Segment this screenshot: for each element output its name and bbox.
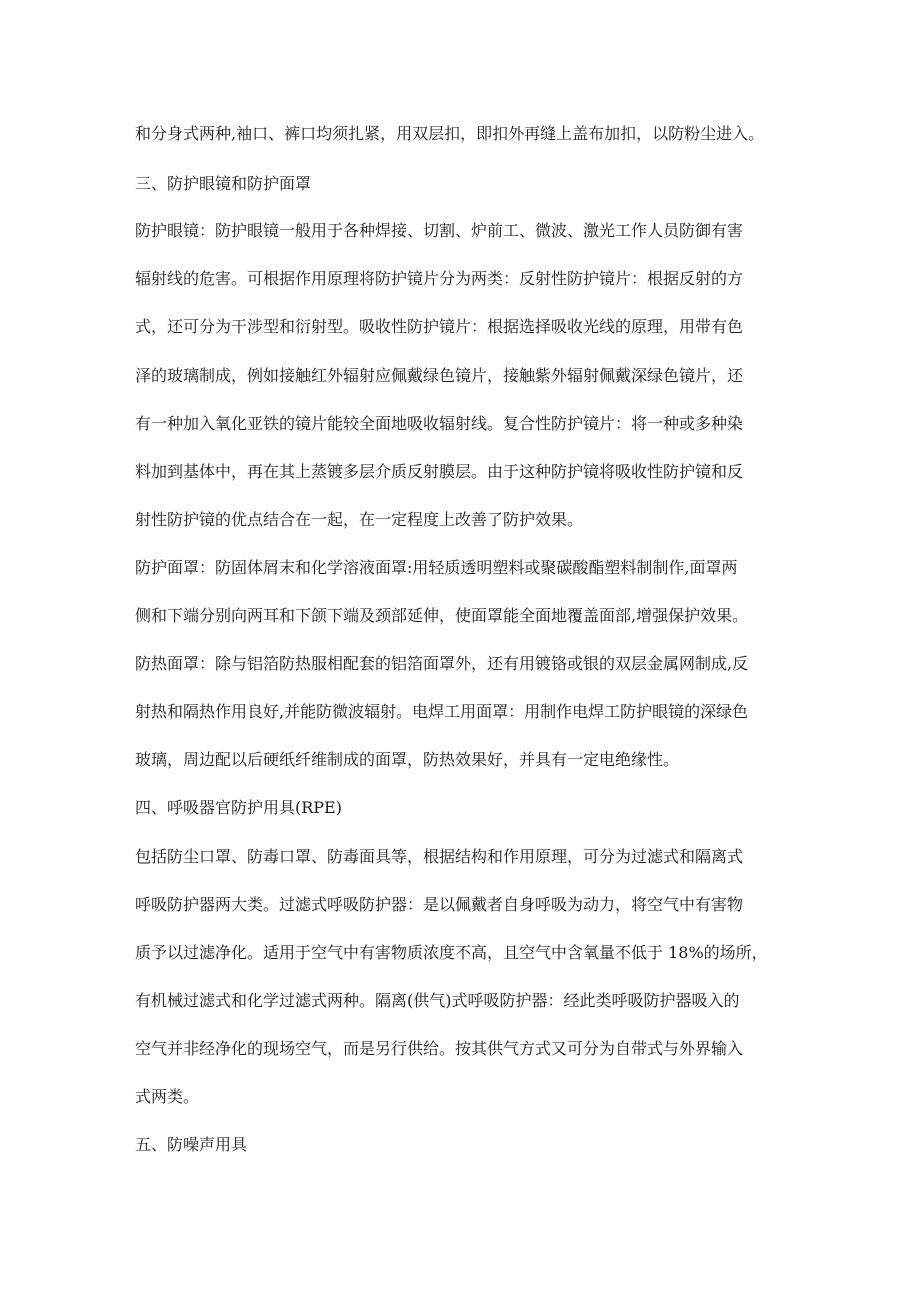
body-text-line: 和分身式两种,袖口、裤口均须扎紧，用双层扣，即扣外再缝上盖布加扣，以防粉尘进入。	[135, 124, 765, 143]
body-text-line: 料加到基体中，再在其上蒸镀多层介质反射膜层。由于这种防护镜将吸收性防护镜和反	[135, 462, 744, 481]
body-text-line: 射性防护镜的优点结合在一起，在一定程度上改善了防护效果。	[135, 510, 584, 529]
body-text-line: 辐射线的危害。可根据作用原理将防护镜片分为两类：反射性防护镜片：根据反射的方	[135, 269, 744, 288]
body-text-line: 防热面罩：除与铝箔防热服相配套的铝箔面罩外，还有用镀铬或银的双层金属网制成,反	[135, 654, 749, 673]
body-text-line: 防护眼镜：防护眼镜一般用于各种焊接、切割、炉前工、微波、激光工作人员防御有害	[135, 221, 744, 240]
section-heading-5: 五、防噪声用具	[135, 1135, 248, 1154]
section-heading-4: 四、呼吸器官防护用具(RPE)	[135, 798, 342, 817]
body-text-line: 有机械过滤式和化学过滤式两种。隔离(供气)式呼吸防护器：经此类呼吸防护器吸入的	[135, 991, 740, 1010]
body-text-line: 防护面罩：防固体屑末和化学溶液面罩:用轻质透明塑料或聚碳酸酯塑料制制作,面罩两	[135, 558, 738, 577]
body-text-line: 呼吸防护器两大类。过滤式呼吸防护器：是以佩戴者自身呼吸为动力，将空气中有害物	[135, 895, 744, 914]
body-text-line: 射热和隔热作用良好,并能防微波辐射。电焊工用面罩：用制作电焊工防护眼镜的深绿色	[135, 702, 749, 721]
body-text-line: 包括防尘口罩、防毒口罩、防毒面具等，根据结构和作用原理，可分为过滤式和隔离式	[135, 847, 744, 866]
body-text-line: 玻璃，周边配以后硬纸纤维制成的面罩，防热效果好，并具有一定电绝缘性。	[135, 750, 680, 769]
body-text-line: 质予以过滤净化。适用于空气中有害物质浓度不高，且空气中含氧量不低于 18%的场所，	[135, 943, 768, 962]
body-text-line: 侧和下端分别向两耳和下颌下端及颈部延伸，使面罩能全面地覆盖面部,增强保护效果。	[135, 606, 749, 625]
body-text-line: 空气并非经净化的现场空气，而是另行供给。按其供气方式又可分为自带式与外界输入	[135, 1039, 744, 1058]
body-text-line: 泽的玻璃制成，例如接触红外辐射应佩戴绿色镜片，接触紫外辐射佩戴深绿色镜片，还	[135, 366, 744, 385]
body-text-line: 式两类。	[135, 1087, 200, 1106]
body-text-line: 有一种加入氧化亚铁的镜片能较全面地吸收辐射线。复合性防护镜片：将一种或多种染	[135, 414, 744, 433]
section-heading-3: 三、防护眼镜和防护面罩	[135, 174, 312, 193]
body-text-line: 式，还可分为干涉型和衍射型。吸收性防护镜片：根据选择吸收光线的原理，用带有色	[135, 317, 744, 336]
